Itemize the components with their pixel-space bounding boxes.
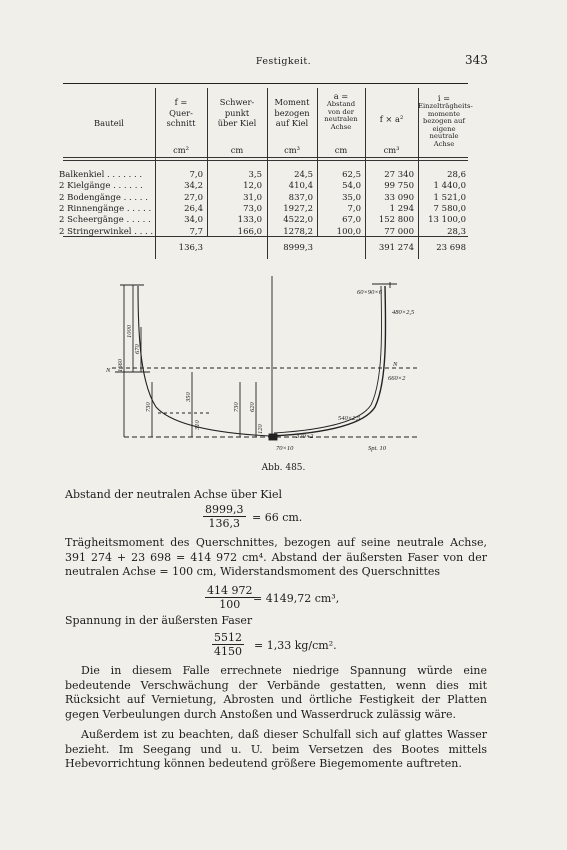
col-header-i bbox=[418, 93, 473, 149]
cell-moment: 837,0 bbox=[288, 192, 313, 203]
label-dim-730: 730 bbox=[145, 402, 152, 412]
cell-schwerpunkt: 166,0 bbox=[237, 226, 262, 237]
running-title: Festigkeit. bbox=[255, 56, 312, 67]
cell-f: 34,2 bbox=[184, 181, 203, 192]
fraction-denominator: 136,3 bbox=[208, 517, 240, 530]
cell-i: 1 440,0 bbox=[433, 181, 466, 192]
label-dim-1000: 1000 bbox=[126, 325, 133, 338]
header-line: schnitt bbox=[166, 118, 196, 128]
cell-moment: 1927,2 bbox=[283, 203, 313, 214]
keel bbox=[269, 434, 277, 440]
paragraph-3: Spannung in der äußersten Faser bbox=[65, 614, 253, 627]
header-rule bbox=[63, 157, 468, 158]
label-keel: 70×10 bbox=[276, 445, 294, 452]
row-name: 2 Stringerwinkel . . . . bbox=[59, 226, 154, 237]
moment-table bbox=[59, 88, 473, 263]
page-number: 343 bbox=[465, 53, 488, 67]
header-line: Einzelträgheits- bbox=[418, 102, 473, 110]
fraction-3-result: = 1,33 kg/cm². bbox=[254, 639, 337, 652]
label-neutral-right: N bbox=[393, 361, 398, 368]
header-line: auf Kiel bbox=[275, 118, 309, 128]
totals-rule bbox=[63, 236, 468, 237]
label-plate-bottom: 370×2 bbox=[296, 433, 314, 440]
header-line: f = bbox=[174, 97, 188, 107]
header-line: Abstand bbox=[326, 100, 356, 108]
cell-schwerpunkt: 73,0 bbox=[243, 203, 262, 214]
cell-f: 34,0 bbox=[184, 215, 203, 226]
col-header-schwerpunkt bbox=[207, 97, 267, 129]
cell-fa2: 33 090 bbox=[384, 192, 414, 203]
label-plate-lower: 540×2,5 bbox=[338, 415, 361, 422]
col-header-moment bbox=[267, 97, 317, 129]
fraction-1-result: = 66 cm. bbox=[252, 511, 303, 524]
cell-schwerpunkt: 133,0 bbox=[237, 215, 262, 226]
cell-schwerpunkt: 3,5 bbox=[248, 170, 262, 180]
cell-moment: 4522,0 bbox=[283, 215, 313, 226]
cell-moment: 24,5 bbox=[294, 170, 313, 180]
cell-moment: 410,4 bbox=[288, 181, 313, 192]
cell-fa2: 1 294 bbox=[389, 203, 414, 214]
header-line: Quer- bbox=[169, 107, 193, 118]
col-header-abstand bbox=[317, 92, 365, 131]
fraction-numerator: 5512 bbox=[214, 631, 242, 644]
cell-abstand: 67,0 bbox=[342, 215, 361, 226]
unit-f: cm² bbox=[173, 145, 189, 155]
header-line: i = bbox=[437, 93, 451, 103]
label-dim-1660: 1660 bbox=[117, 359, 124, 372]
hull-inner bbox=[274, 286, 382, 433]
row-name: 2 Scheergänge . . . . . bbox=[59, 215, 151, 226]
header-line: neutralen bbox=[324, 115, 358, 124]
header-line: Schwer- bbox=[219, 97, 255, 107]
figure-caption: Abb. 485. bbox=[261, 463, 306, 473]
total-i: 23 698 bbox=[436, 243, 466, 253]
paragraph-2: Trägheitsmoment des Querschnittes, bezogen auf seine neutrale Achse, 391 274 + 23 698 = 414 972 cm⁴. Abstand der äußersten Faser von der neutralen Achse = 100 cm, Widerstandsmoment des Querschnittes bbox=[65, 536, 487, 579]
label-dim-730b: 730 bbox=[233, 402, 240, 412]
fraction-1 bbox=[203, 503, 246, 530]
header-line: Achse bbox=[433, 139, 455, 148]
cell-abstand: 7,0 bbox=[347, 203, 361, 214]
label-dim-620: 620 bbox=[249, 402, 256, 412]
col-header-fa2: f × a² bbox=[379, 114, 404, 124]
col-header-bauteil: Bauteil bbox=[94, 118, 124, 128]
header-rule bbox=[63, 83, 468, 84]
cell-i: 1 521,0 bbox=[433, 192, 466, 203]
fraction-numerator: 414 972 bbox=[207, 584, 253, 597]
total-moment: 8999,3 bbox=[283, 243, 313, 253]
fraction-denominator: 4150 bbox=[214, 645, 242, 658]
unit-abstand: cm bbox=[334, 145, 348, 155]
paragraph-5: Außerdem ist zu beachten, daß dieser Schulfall sich auf glattes Wasser bezieht. Im Seegang und u. U. beim Versetzen des Bootes mittels Hebevorrichtung können bedeutend größere Biegemomente auftreten. bbox=[65, 728, 487, 771]
cell-abstand: 100,0 bbox=[336, 226, 361, 237]
fraction-2-result: = 4149,72 cm³, bbox=[253, 592, 340, 605]
hull-outline bbox=[272, 286, 386, 436]
cell-f: 7,7 bbox=[189, 226, 203, 237]
col-header-f bbox=[155, 97, 207, 129]
cell-fa2: 152 800 bbox=[378, 215, 414, 226]
label-neutral: N bbox=[106, 367, 111, 374]
label-plate-right: 480×2,5 bbox=[392, 309, 415, 316]
unit-fa2: cm³ bbox=[383, 145, 400, 155]
header-line: bezogen auf bbox=[423, 117, 465, 126]
paragraph-4: Die in diesem Falle errechnete niedrige Spannung würde eine bedeutende Verschwächung der Verbände gestatten, wenn dies mit Rücksicht auf Vernietung, Abrosten und örtliche Festigkeit der Platten gegen Verbeulungen durch Anstoßen und Wasserdruck zulässig wäre. bbox=[65, 664, 487, 721]
unit-moment: cm³ bbox=[284, 145, 300, 155]
cell-moment: 1278,2 bbox=[283, 226, 313, 237]
cell-i: 13 100,0 bbox=[428, 215, 466, 226]
fraction-numerator: 8999,3 bbox=[205, 503, 244, 516]
hull-outline-left bbox=[138, 286, 270, 436]
label-dim-670: 670 bbox=[134, 344, 141, 354]
paragraph-1: Abstand der neutralen Achse über Kiel bbox=[65, 488, 283, 501]
total-f: 136,3 bbox=[178, 243, 203, 253]
cell-fa2: 27 340 bbox=[384, 170, 414, 180]
label-dim-120: 120 bbox=[257, 424, 264, 434]
row-name: 2 Rinnengänge . . . . . bbox=[59, 203, 152, 214]
fraction-denominator: 100 bbox=[219, 598, 241, 611]
cell-abstand: 54,0 bbox=[342, 181, 361, 192]
cell-fa2: 77 000 bbox=[384, 226, 414, 237]
row-name: 2 Kielgänge . . . . . . bbox=[59, 181, 143, 192]
header-line: Moment bbox=[274, 97, 310, 107]
label-top-right: 60×90×6 bbox=[357, 289, 383, 296]
cell-i: 7 580,0 bbox=[433, 203, 466, 214]
header-line: eigene neutrale bbox=[429, 124, 459, 141]
cell-i: 28,3 bbox=[447, 226, 466, 237]
hull-section-figure bbox=[100, 272, 440, 462]
cell-fa2: 99 750 bbox=[384, 181, 414, 192]
cell-abstand: 35,0 bbox=[342, 192, 361, 203]
cell-f: 27,0 bbox=[184, 192, 203, 203]
cell-schwerpunkt: 31,0 bbox=[243, 192, 262, 203]
header-rule bbox=[63, 160, 468, 161]
header-line: von der bbox=[327, 107, 355, 116]
fraction-3 bbox=[212, 631, 244, 658]
total-fa2: 391 274 bbox=[378, 243, 414, 253]
cell-i: 28,6 bbox=[447, 170, 466, 180]
row-name: Balkenkiel . . . . . . . bbox=[59, 170, 143, 180]
row-name: 2 Bodengänge . . . . . bbox=[59, 192, 148, 203]
header-line: momente bbox=[427, 109, 461, 118]
header-line: über Kiel bbox=[217, 118, 257, 128]
cell-f: 7,0 bbox=[189, 170, 203, 180]
fraction-2 bbox=[205, 584, 255, 611]
header-line: a = bbox=[333, 91, 349, 101]
header-line: punkt bbox=[224, 107, 250, 118]
cell-f: 26,4 bbox=[184, 203, 203, 214]
label-dim-310: 310 bbox=[194, 420, 201, 430]
header-line: bezogen bbox=[274, 107, 310, 118]
cell-schwerpunkt: 12,0 bbox=[243, 181, 262, 192]
label-plate-mid: 660×2 bbox=[388, 375, 406, 382]
label-spt: Spt. 10 bbox=[368, 445, 387, 452]
unit-schwerpunkt: cm bbox=[230, 145, 244, 155]
header-line: Achse bbox=[330, 122, 352, 131]
cell-abstand: 62,5 bbox=[342, 170, 361, 180]
label-dim-350: 350 bbox=[185, 392, 192, 402]
